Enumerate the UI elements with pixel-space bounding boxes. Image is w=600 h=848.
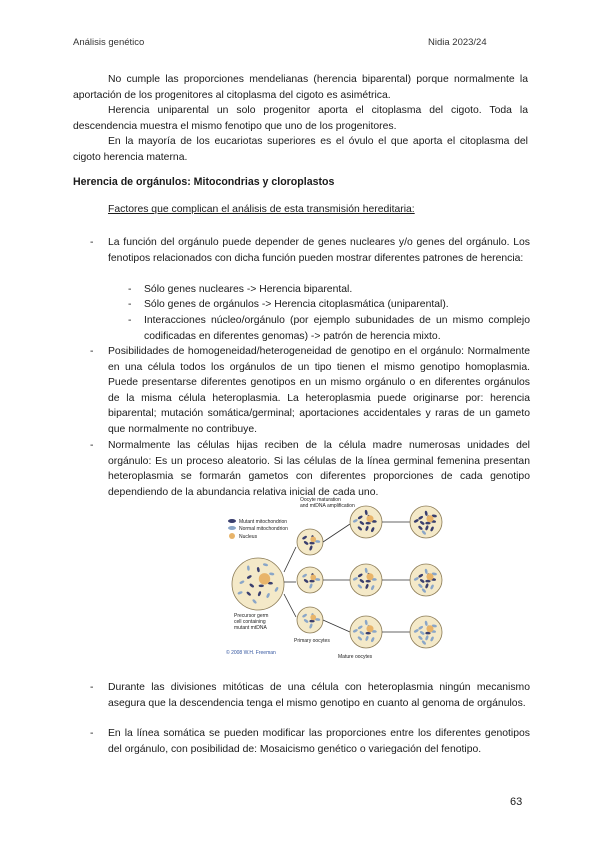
mature-oocyte — [410, 616, 442, 648]
nucleus — [310, 575, 316, 581]
germ-cell-label: Precursor germ — [234, 613, 269, 619]
header-left: Análisis genético — [73, 37, 145, 48]
svg-text:Normal mitochondrion: Normal mitochondrion — [239, 526, 288, 532]
arrow — [284, 547, 296, 572]
nucleus-icon — [229, 533, 235, 539]
header-right: Nidia 2023/24 — [428, 37, 487, 48]
list-item: - Interacciones núcleo/orgánulo (por ejemplo subunidades de un mismo complejo codificadas en diferentes genomas) -> patrón de herencia mixto. — [128, 315, 530, 342]
list-item: - Posibilidades de homogeneidad/heterogeneidad de genotipo en el orgánulo: Normalmente en una célula todos los orgánulos de un tipo tienen el mismo genotipo homoplasmia. Puede presentarse diferentes genotipos en un mismo orgánulo o en diferentes orgánulos de la misma célula heteroplasmia. La heteroplasmia puede originarse por: herencia biparental; mutación somática/germinal; aportaciones accidentales y raras de un gameto que normalmente no contribuye. — [90, 346, 530, 435]
page-number: 63 — [510, 796, 523, 808]
list-item: - En la línea somática se pueden modificar las proporciones entre los diferentes genotipos del orgánulo, con posibilidad de: Mosaicismo genético o variegación del fenotipo. — [90, 728, 530, 755]
list-item: - Normalmente las células hijas reciben de la célula madre numerosas unidades del orgánulo: Es un proceso aleatorio. Si las células de la línea germinal femenina presentan heteroplasmia se formarán gametos con diferentes proporciones de cada genotipo dependiendo de la abundancia relativa inicial de cada uno. — [90, 440, 530, 498]
figure-title-2: and mtDNA amplification — [300, 503, 355, 509]
mature-oocyte — [410, 564, 442, 596]
intro-paragraph-2: Herencia uniparental un solo progenitor aporta el citoplasma del cigoto. Toda la descendencia muestra el mismo fenotipo que uno de los progenitores. — [73, 105, 528, 132]
primary-oocyte — [297, 567, 323, 593]
primary-oocyte — [297, 607, 323, 633]
nucleus — [366, 573, 373, 580]
nucleus — [310, 537, 316, 543]
arrow — [323, 620, 350, 632]
section-subtitle: Factores que complican el análisis de esta transmisión hereditaria: — [108, 204, 415, 215]
list-item: - La función del orgánulo puede depender de genes nucleares y/o genes del orgánulo. Los fenotipos relacionados con dicha función pueden mostrar diferentes patrones de herencia: — [90, 237, 530, 264]
germ-cell — [232, 558, 284, 610]
nucleus — [259, 573, 270, 584]
arrow — [323, 524, 350, 542]
mature-oocyte — [410, 506, 442, 538]
svg-text:Nucleus: Nucleus — [239, 534, 258, 540]
germ-cell-label-3: mutant mtDNA — [234, 625, 267, 631]
mitochondrion — [259, 584, 264, 587]
list-item: - Durante las divisiones mitóticas de una célula con heteroplasmia ningún mecanismo asegura que la descendencia tenga el mismo genotipo en cuanto al genoma de orgánulos. — [90, 682, 530, 709]
mature-oocyte — [350, 506, 382, 538]
svg-text:Mutant mitochondrion: Mutant mitochondrion — [239, 519, 288, 525]
mutant-mitochondrion-icon — [228, 519, 236, 523]
intro-paragraph-3: En la mayoría de los eucariotas superiores es el óvulo el que aporta el citoplasma del cigoto herencia materna. — [73, 136, 528, 163]
mitochondrion — [309, 542, 314, 545]
primary-oocytes-label: Primary oocytes — [294, 638, 330, 644]
figure-title: Oocyte maturation — [300, 497, 341, 503]
normal-mitochondrion-icon — [228, 526, 236, 530]
mitochondrion — [309, 620, 314, 623]
nucleus — [310, 615, 316, 621]
intro-paragraph-1: No cumple las proporciones mendelianas (herencia biparental) porque normalmente la aportación de los progenitores al citoplasma del cigoto es asimétrica. — [73, 74, 528, 101]
nucleus — [426, 573, 433, 580]
figure-legend — [228, 519, 288, 540]
nucleus — [366, 625, 373, 632]
mitochondrion — [309, 580, 314, 583]
arrow — [284, 594, 296, 617]
figure-credit: © 2008 W.H. Freeman — [226, 650, 276, 656]
list-item: - Sólo genes nucleares -> Herencia biparental. — [128, 284, 353, 295]
oocyte-maturation-figure — [218, 492, 518, 664]
nucleus — [366, 515, 373, 522]
section-title: Herencia de orgánulos: Mitocondrias y cloroplastos — [73, 176, 335, 188]
mature-oocyte — [350, 564, 382, 596]
nucleus — [426, 515, 433, 522]
mature-oocyte — [350, 616, 382, 648]
nucleus — [426, 625, 433, 632]
germ-cell-label-2: cell containing — [234, 619, 266, 625]
mature-oocytes-label: Mature oocytes — [338, 654, 373, 660]
primary-oocyte — [297, 529, 323, 555]
list-item: - Sólo genes de orgánulos -> Herencia citoplasmática (uniparental). — [128, 299, 449, 310]
